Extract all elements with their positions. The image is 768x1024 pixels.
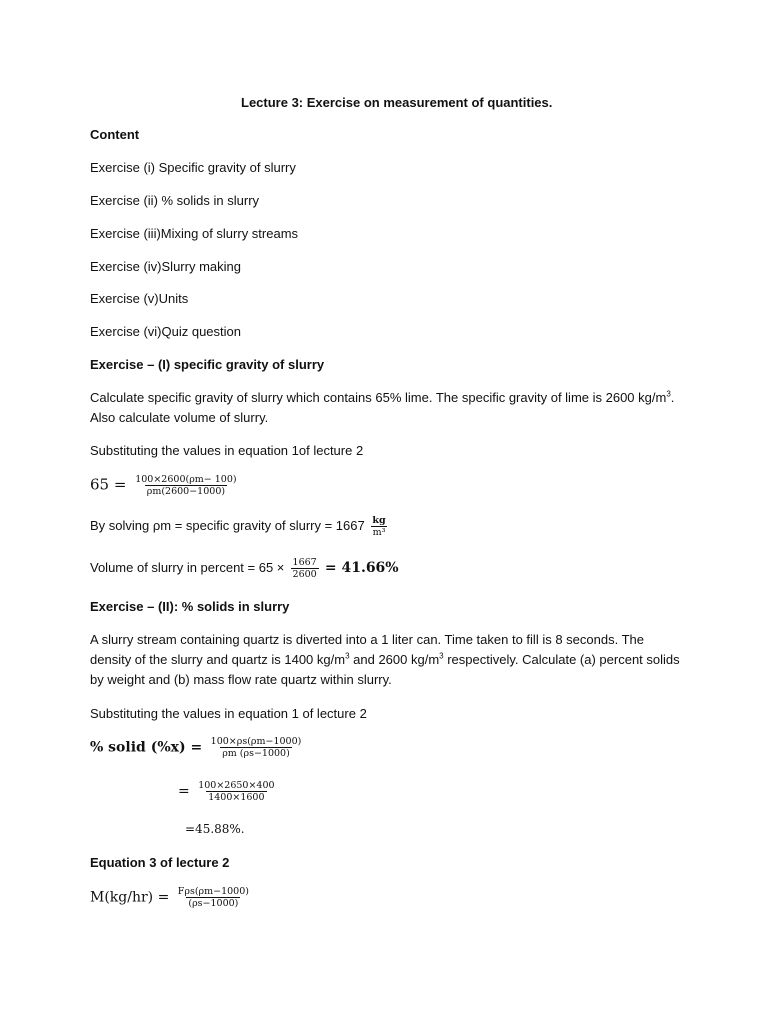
solve-result: By solving ρm = specific gravity of slurry = 1667 $\frac{kg}{\text{m³}}$	[90, 515, 386, 538]
contents-item: Exercise (ii) % solids in slurry	[90, 193, 260, 208]
contents-item: Exercise (i) Specific gravity of slurry	[90, 160, 296, 175]
contents-item: Exercise (iii)Mixing of slurry streams	[90, 226, 299, 241]
equation-3-reference: Equation 3 of lecture 2	[90, 855, 230, 870]
exercise-2-problem-line1: A slurry stream containing quartz is diverted into a 1 liter can. Time taken to fill is 8 seconds. The	[90, 632, 644, 647]
exercise-2-substitute-note: Substituting the values in equation 1 of lecture 2	[90, 706, 367, 721]
contents-item: Exercise (iv)Slurry making	[90, 259, 241, 274]
equation-4: M(kg/hr) = $\frac{\text{Fρs(ρm−1000)}}{(\rho s-1000)}$	[90, 886, 249, 909]
exercise-1-problem: Calculate specific gravity of slurry which contains 65% lime. The specific gravity of lime is 2600 $kg/m^3$.	[90, 389, 675, 405]
exercise-2-problem-line2: density of the slurry and quartz is 1400 $kg/m^3$ and 2600 $kg/m^3$ respectively. Calculate (a) percent solids	[90, 651, 680, 667]
equation-2: % solid (%x) = $\frac{100\times\rho s(\rho m-1000)}{\rho m (\rho s-1000)}$	[90, 736, 302, 759]
exercise-1-substitute-note: Substituting the values in equation 1of lecture 2	[90, 443, 364, 458]
contents-item: Exercise (vi)Quiz question	[90, 324, 241, 339]
contents-item: Exercise (v)Units	[90, 291, 189, 306]
volume-calculation: Volume of slurry in percent = 65 × $\frac{1667}{2600}$ = 41.66%	[90, 557, 399, 580]
content-heading: Content	[90, 127, 140, 142]
equation-1: 65 = $\frac{100\times 2600(\rho m- 100)}{\rho m(2600-1000)}$	[90, 474, 237, 497]
exercise-1-heading: Exercise – (I) specific gravity of slurry	[90, 357, 325, 372]
page-title: Lecture 3: Exercise on measurement of quantities.	[241, 95, 553, 110]
exercise-2-heading: Exercise – (II): % solids in slurry	[90, 599, 290, 614]
percent-solid-result: =45.88%.	[185, 822, 245, 836]
exercise-2-problem-line3: by weight and (b) mass flow rate quartz within slurry.	[90, 672, 392, 687]
exercise-1-problem-line2: Also calculate volume of slurry.	[90, 410, 269, 425]
equation-2-substituted: = $\frac{100\times 2650\times 400}{1400\times 1600}$	[178, 780, 275, 803]
